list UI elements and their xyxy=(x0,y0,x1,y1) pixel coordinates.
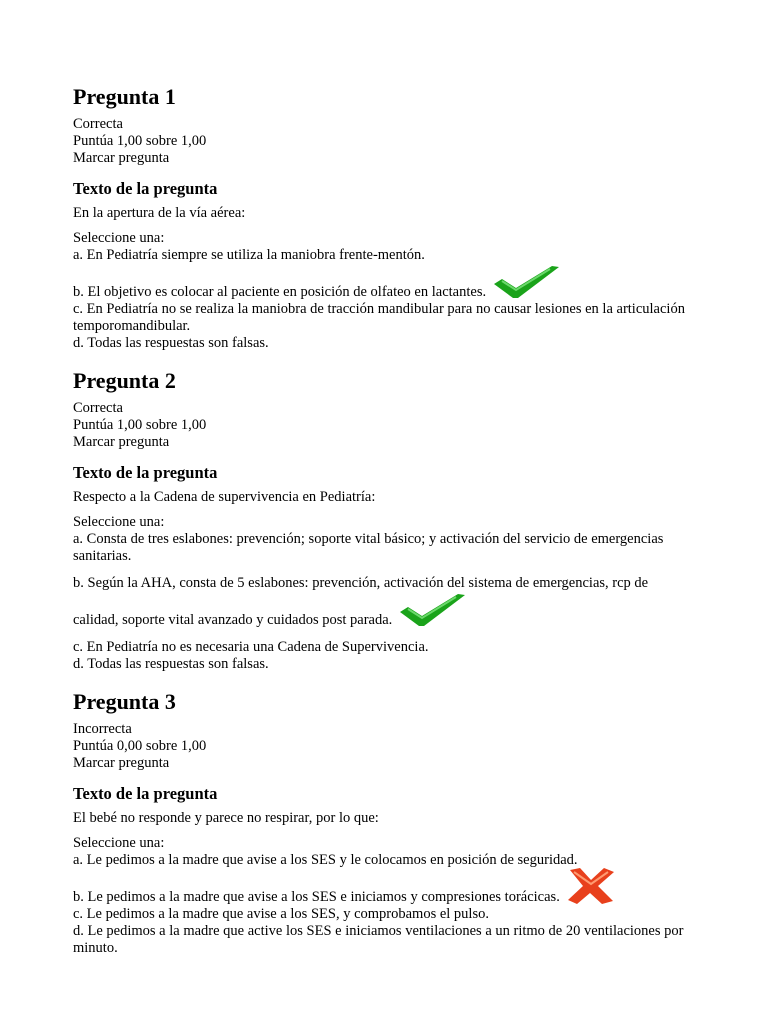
answer-option-b[interactable] xyxy=(73,284,693,301)
question-score: Puntúa 1,00 sobre 1,00 xyxy=(73,417,207,433)
question-score: Puntúa 1,00 sobre 1,00 xyxy=(73,133,207,149)
question-text: Respecto a la Cadena de supervivencia en Pediatría: xyxy=(73,489,376,505)
flag-question-link[interactable]: Marcar pregunta xyxy=(73,150,170,166)
check-icon xyxy=(398,592,466,628)
answer-option-c[interactable] xyxy=(73,639,693,656)
answer-option-label: d. Todas las respuestas son falsas. xyxy=(73,335,269,351)
answer-option-label: c. Le pedimos a la madre que avise a los SES, y comprobamos el pulso. xyxy=(73,906,489,922)
answer-option-b[interactable] xyxy=(73,565,693,639)
question-block-3 xyxy=(73,689,693,957)
answer-option-label: c. En Pediatría no es necesaria una Cadena de Supervivencia. xyxy=(73,639,429,655)
flag-question-link[interactable]: Marcar pregunta xyxy=(73,755,170,771)
question-score: Puntúa 0,00 sobre 1,00 xyxy=(73,738,207,754)
select-one-label: Seleccione una: xyxy=(73,835,165,851)
answer-option-a[interactable] xyxy=(73,531,693,565)
answer-option-label: a. Consta de tres eslabones: prevención; soporte vital básico; y activación del servicio de emergencias sanitarias. xyxy=(73,531,664,564)
answer-option-label: a. Le pedimos a la madre que avise a los SES y le colocamos en posición de seguridad. xyxy=(73,852,578,868)
answer-list xyxy=(73,230,693,352)
question-status: Correcta xyxy=(73,400,123,416)
question-info xyxy=(73,400,693,451)
question-text: El bebé no responde y parece no respirar, por lo que: xyxy=(73,810,379,826)
question-status: Incorrecta xyxy=(73,721,132,737)
question-text-heading: Texto de la pregunta xyxy=(73,463,218,482)
answer-option-c[interactable] xyxy=(73,301,693,335)
quiz-review-page xyxy=(73,84,693,957)
question-info xyxy=(73,116,693,167)
select-one-label: Seleccione una: xyxy=(73,514,165,530)
answer-option-label: c. En Pediatría no se realiza la maniobra de tracción mandibular para no causar lesiones en la articulación temporomandibular. xyxy=(73,301,685,334)
answer-option-label: b. El objetivo es colocar al paciente en posición de olfateo en lactantes. xyxy=(73,284,487,300)
answer-option-c[interactable] xyxy=(73,906,693,923)
answer-list xyxy=(73,514,693,673)
answer-option-label: a. En Pediatría siempre se utiliza la maniobra frente-mentón. xyxy=(73,247,425,263)
answer-option-d[interactable] xyxy=(73,923,693,957)
check-icon xyxy=(492,264,560,300)
question-title: Pregunta 1 xyxy=(73,84,176,109)
question-title: Pregunta 2 xyxy=(73,368,176,393)
answer-list xyxy=(73,835,693,957)
cross-icon xyxy=(566,867,616,905)
answer-option-d[interactable] xyxy=(73,656,693,673)
question-title: Pregunta 3 xyxy=(73,689,176,714)
question-block-2 xyxy=(73,368,693,673)
question-status: Correcta xyxy=(73,116,123,132)
answer-option-d[interactable] xyxy=(73,335,693,352)
answer-option-b[interactable] xyxy=(73,889,693,906)
select-one-label: Seleccione una: xyxy=(73,230,165,246)
answer-option-label: b. Le pedimos a la madre que avise a los SES e iniciamos y compresiones torácicas. xyxy=(73,889,560,905)
flag-question-link[interactable]: Marcar pregunta xyxy=(73,434,170,450)
answer-option-label: d. Le pedimos a la madre que active los SES e iniciamos ventilaciones a un ritmo de 20 ventilaciones por minuto. xyxy=(73,923,684,956)
question-text-heading: Texto de la pregunta xyxy=(73,784,218,803)
question-text: En la apertura de la vía aérea: xyxy=(73,205,246,221)
question-block-1 xyxy=(73,84,693,352)
question-info xyxy=(73,721,693,772)
answer-option-label: b. Según la AHA, consta de 5 eslabones: prevención, activación del sistema de emergencias, rcp de calidad, soporte vital avanzado y cuidados post parada. xyxy=(73,575,649,628)
question-text-heading: Texto de la pregunta xyxy=(73,179,218,198)
answer-option-a[interactable] xyxy=(73,247,693,264)
answer-option-label: d. Todas las respuestas son falsas. xyxy=(73,656,269,672)
